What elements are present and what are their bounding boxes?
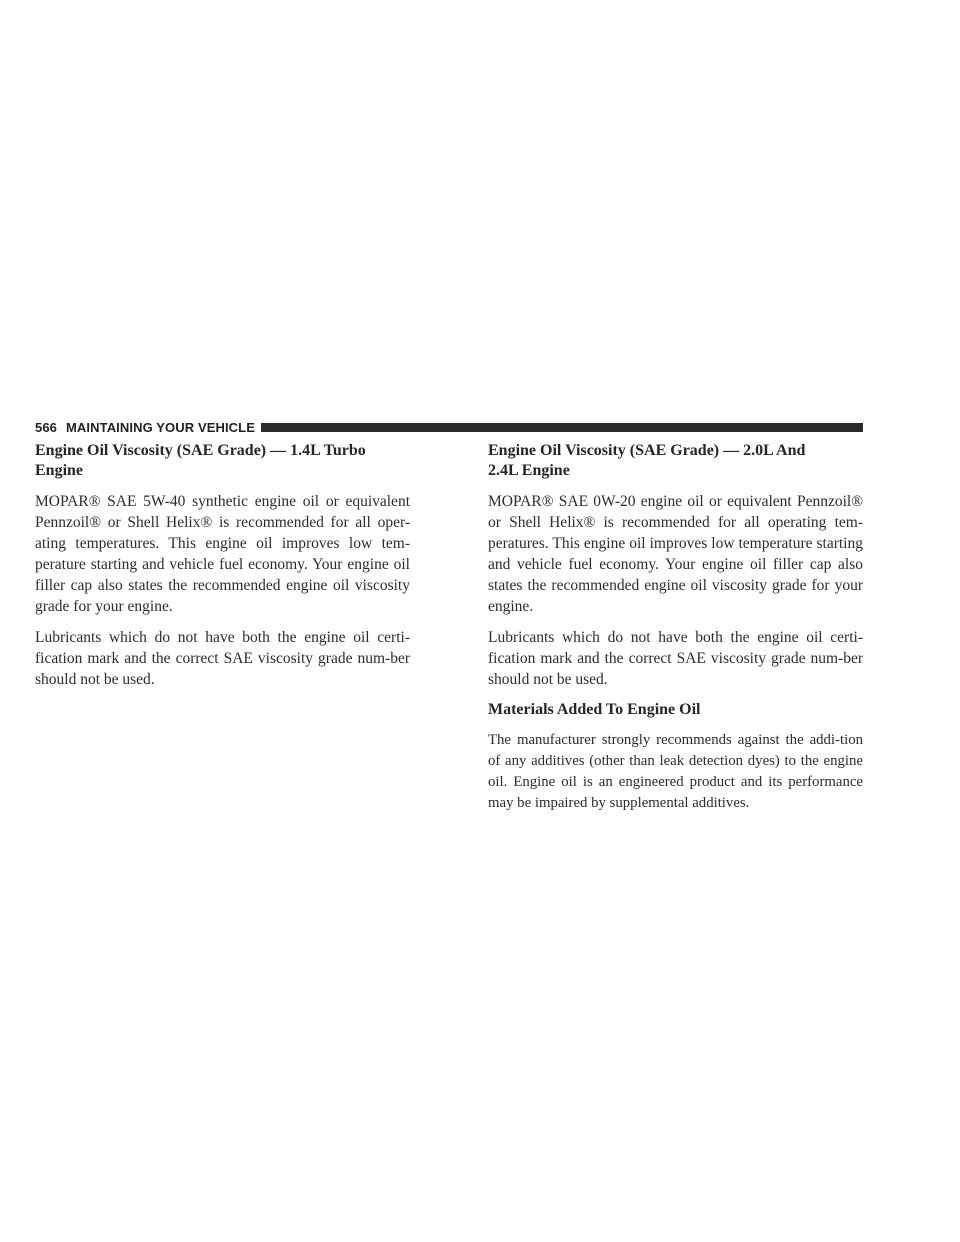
paragraph-oil-recommendation-1-4l: MOPAR® SAE 5W-40 synthetic engine oil or equivalent Pennzoil® or Shell Helix® is recommended for all oper-ating temperatures. This engine oil improves low tem-perature starting and vehicle fuel economy. Your engine oil filler cap also states the recommended engine oil viscosity grade for your engine. [35, 493, 410, 615]
paragraph-oil-recommendation-2-0l: MOPAR® SAE 0W-20 engine oil or equivalent Pennzoil® or Shell Helix® is recommended for all operating tem-peratures. This engine oil improves low temperature starting and vehicle fuel economy. Your engine oil filler cap also states the recommended engine oil viscosity grade for your engine. [488, 493, 863, 615]
section-heading-1-4l [35, 441, 410, 481]
page-header [35, 419, 863, 435]
subheading-materials-added: Materials Added To Engine Oil [488, 701, 701, 718]
heading-line-2: 2.4L Engine [488, 462, 570, 479]
section-heading-2-0l-2-4l [488, 441, 863, 481]
paragraph-lubricants-warning-right: Lubricants which do not have both the engine oil certi-fication mark and the correct SAE viscosity grade num-ber should not be used. [488, 629, 863, 688]
left-column [35, 441, 410, 700]
heading-line-1: Engine Oil Viscosity (SAE Grade) — 1.4L Turbo [35, 442, 366, 459]
section-title: MAINTAINING YOUR VEHICLE [66, 419, 255, 435]
heading-line-1: Engine Oil Viscosity (SAE Grade) — 2.0L And [488, 442, 806, 459]
heading-line-2: Engine [35, 462, 84, 479]
right-column [488, 441, 863, 824]
paragraph-lubricants-warning-left: Lubricants which do not have both the engine oil certi-fication mark and the correct SAE viscosity grade num-ber should not be used. [35, 629, 410, 688]
paragraph-additives-warning: The manufacturer strongly recommends against the addi-tion of any additives (other than leak detection dyes) to the engine oil. Engine oil is an engineered product and its performance may be impaired by supplemental additives. [488, 732, 863, 811]
header-rule [261, 423, 863, 432]
page-number: 566 [35, 419, 57, 435]
